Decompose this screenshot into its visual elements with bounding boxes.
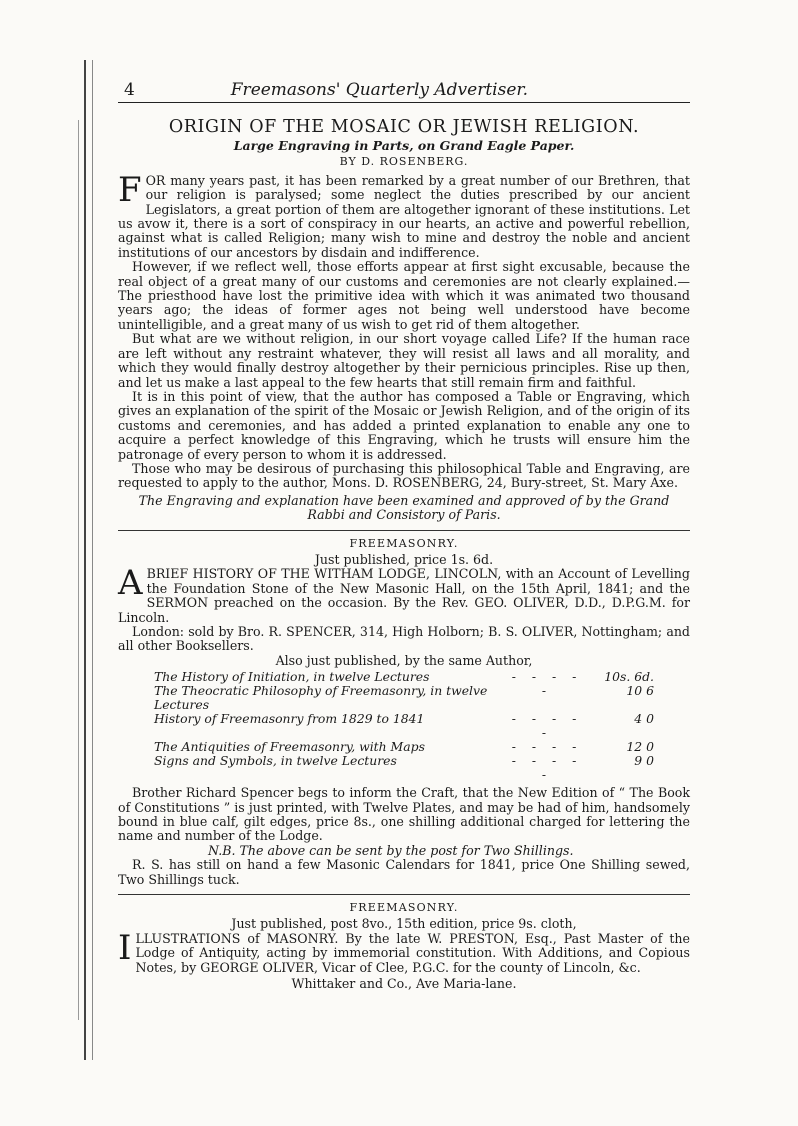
advertisement-illustrations-of-masonry — [118, 901, 690, 991]
paragraph: However, if we reflect well, those efforts appear at first sight excusable, because the real object of a great many of our customs and ceremonies are not clearly explained.— The priesthood have lost the primitive idea with which it was animated two thousand years ago; the ideas of former ages not being well understood have become unintelligible, and a great many of us wish to get rid of them altogether. — [118, 259, 690, 332]
page-number: 4 — [124, 80, 135, 100]
paragraph: Brother Richard Spencer begs to inform the Craft, that the New Edition of “ The Book of Constitutions ” is just printed, with Twelve Plates, and may be had of him, handsomely bound in blue calf, gilt edges, price 8s., one shilling additional charged for lettering the name and number of the Lodge. — [118, 785, 690, 844]
paragraph: But what are we without religion, in our short voyage called Life? If the human race are left without any restraint whatever, they will resist all laws and all morality, and which they would finally destroy altogether by their pernicious principles. Rise up then, and let us make a last appeal to the few hearts that still remain firm and faithful. — [118, 331, 690, 390]
paragraph: London: sold by Bro. R. SPENCER, 314, High Holborn; B. S. OLIVER, Nottingham; and all other Booksellers. — [118, 624, 690, 654]
page — [118, 80, 690, 992]
page-binding-line — [78, 120, 79, 1020]
ad-subtitle: Large Engraving in Parts, on Grand Eagle Paper. — [233, 138, 575, 153]
ad-byline: BY D. ROSENBERG. — [339, 155, 469, 169]
paragraph: ABRIEF HISTORY OF THE WITHAM LODGE, LINCOLN, with an Account of Levelling the Foundation Stone of the New Masonic Hall, on the 15th April, 1841; and the SERMON preached on the occasion. By the Rev. GEO. OLIVER, D.D., D.P.G.M. for Lincoln. — [118, 563, 690, 625]
paragraph: It is in this point of view, that the author has composed a Table or Engraving, which gives an explanation of the spirit of the Mosaic or Jewish Religion, and of the origin of its customs and ceremonies, and has added a printed explanation to enable any one to acquire a perfect knowledge of this Engraving, which he trusts will ensure him the patronage of every person to whom it is addressed. — [118, 388, 690, 462]
drop-cap: F — [118, 169, 142, 210]
page-header — [118, 80, 690, 103]
paragraph: ILLUSTRATIONS of MASONRY. By the late W. PRESTON, Esq., Past Master of the Lodge of Antiquity, acting by immemorial constitution. With Additions, and Copious Notes, by GEORGE OLIVER, Vicar of Clee, P.G.C. for the county of Lincoln, &c. — [118, 927, 690, 975]
running-title: Freemasons' Quarterly Advertiser. — [230, 80, 529, 100]
paragraph: FOR many years past, it has been remarked by a great number of our Brethren, that our religion is paralysed; some neglect the duties prescribed by our ancient Legislators, a great portion of them are altogether ignorant of these institutions. Let us avow it, there is a sort of conspiracy in our hearts, an active and powerful rebellion, against what is called Religion; many wish to mine and destroy the noble and ancient institutions of our ancestors by disdain and indifference. — [118, 169, 690, 260]
publication-note: Just published, price 1s. 6d. — [314, 551, 494, 567]
book-list — [154, 670, 654, 782]
book-row: Signs and Symbols, in twelve Lectures - - - - - 9 0 — [154, 753, 654, 783]
paragraph: R. S. has still on hand a few Masonic Calendars for 1841, price One Shilling sewed, Two Shillings tuck. — [118, 857, 690, 887]
book-row: The Theocratic Philosophy of Freemasonry, in twelve Lectures - 10 6 — [154, 683, 654, 713]
divider — [118, 530, 690, 531]
nb-note: N.B. The above can be sent by the post for Two Shillings. — [208, 842, 574, 858]
paragraph: Those who may be desirous of purchasing this philosophical Table and Engraving, are requested to apply to the author, Mons. D. ROSENBERG, 24, Bury-street, St. Mary Axe. — [118, 460, 690, 491]
advertisement-witham-lodge — [118, 537, 690, 888]
section-heading: FREEMASONRY. — [349, 536, 459, 550]
publication-note: Just published, post 8vo., 15th edition, price 9s. cloth, — [231, 916, 577, 932]
also-published-note: Also just published, by the same Author, — [275, 652, 533, 668]
page-spine — [84, 60, 93, 1060]
book-row: History of Freemasonry from 1829 to 1841 - - - - - 4 0 — [154, 711, 654, 741]
section-heading: FREEMASONRY. — [349, 901, 459, 915]
book-row: The History of Initiation, in twelve Lectures - - - - 10s. 6d. — [154, 669, 654, 685]
ad-title: ORIGIN OF THE MOSAIC OR JEWISH RELIGION. — [168, 117, 640, 137]
publisher-line: Whittaker and Co., Ave Maria-lane. — [291, 976, 517, 992]
drop-cap: I — [118, 927, 132, 968]
divider — [118, 894, 690, 895]
advertisement-rosenberg — [118, 117, 690, 523]
approval-note: The Engraving and explanation have been examined and approved of by the Grand Rabbi and Consistory of Paris. — [138, 492, 670, 523]
drop-cap: A — [118, 563, 143, 604]
book-row: The Antiquities of Freemasonry, with Maps - - - - 12 0 — [154, 739, 654, 755]
